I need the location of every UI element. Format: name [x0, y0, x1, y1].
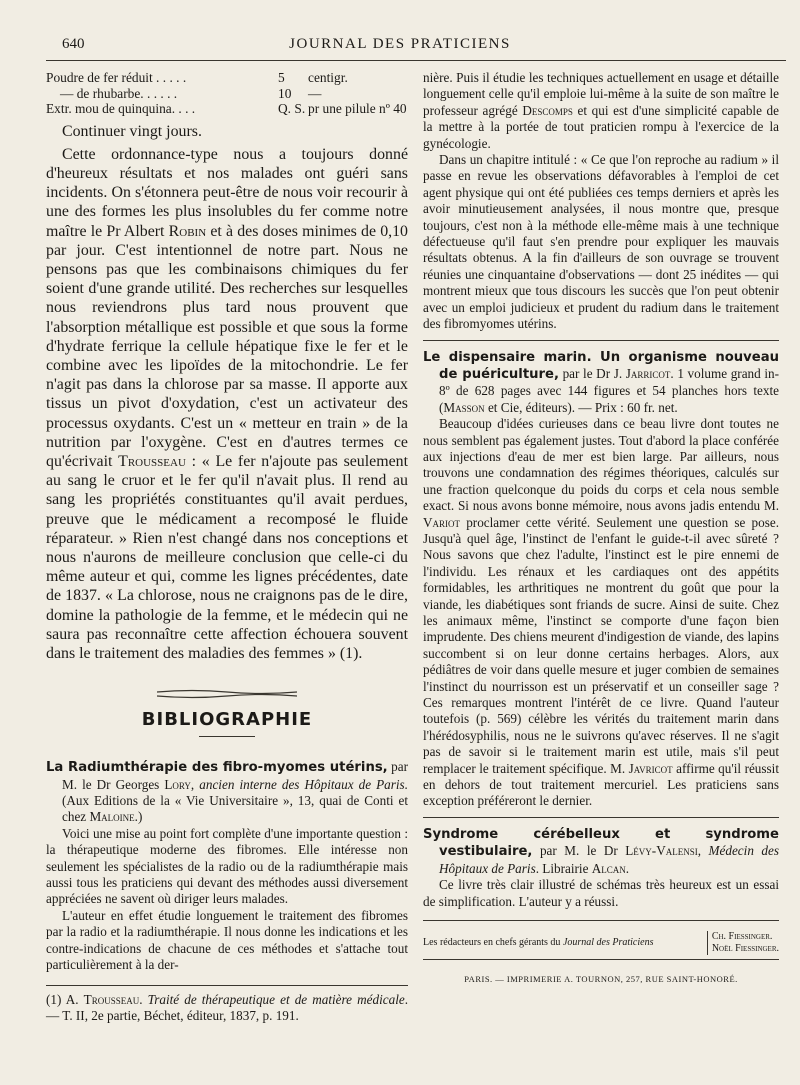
editor-name: Noël Fiessinger. [711, 942, 779, 954]
review-paragraph: L'auteur en effet étudie longuement le traitement des fibromes par la radio et la radiumthérapie. Il nous donne les indications et les contre-indications de chacune de ces méthodes et s'attache tout particulièrement à la der- [46, 907, 408, 973]
right-column [423, 70, 779, 984]
author-name: Robin [168, 222, 207, 240]
prescription-item: Poudre de fer réduit . . . . . [46, 70, 187, 85]
publisher-name: Alcan [591, 860, 626, 876]
publisher-info: . [625, 860, 630, 876]
publisher-info: . 1 volume grand in-8º de 628 pages avec 144 figures et 54 planches hors texte ( [439, 365, 779, 415]
footnote [46, 992, 408, 1024]
body-text: Cette ordonnance-type nous a toujours donné d'heureux résultats et nos malades ont guéri sans incidents. On s'étonnera peut-être de nous voir recourir à une des formes les plus insolubles du fer comme notre maître le Pr Albert [46, 145, 408, 240]
prescription-qty: 10 [278, 85, 292, 101]
review-paragraph [423, 70, 779, 152]
body-text: et à des doses minimes de 0,10 par jour. C'est intentionnel de notre part. Nous ne pensons pas que les combinaisons chimiques du fer soient d'une grande utilité. Des recherches sur lesquelles nous reviendrons plus tard nous prouvent que l'absorption métallique est possible et que sous la forme d'hydrate ferrique la cellule hépatique fixe le fer et le combine avec les lipoïdes de la mitochondrie. Le fer n'agit pas dans la chlorose par sa masse. Il apporte aux tissus un pivot d'oxydation, c'est un activateur des processus oxydants. C'est un « metteur en train » de la nutrition par l'oxygène. C'est en d'autres termes ce qu'écrivait [46, 222, 409, 470]
bibliography-entry-heading [46, 759, 408, 826]
body-text: et qui est d'une simplicité capable de la mettre à la portée de tout praticien rompu à l'exercice de la gynécologie. [423, 102, 779, 151]
review-paragraph: Dans un chapitre intitulé : « Ce que l'on reproche au radium » il passe en revue les observations défavorables à l'emploi de cet agent physique qui ont été publiées ces temps derniers et après les avoir minutieusement analysées, il nous montre que, presque toujours, c'est non à la méthode elle-même mais à une technique défectueuse qu'il faut s'en prendre pour expliquer les mauvais résultats obtenus. A la fin d'ailleurs de son ouvrage se trouvent réunies une cinquantaine d'observations — dont 25 inédites — qui montrent mieux que tous discours les succès que l'on peut obtenir avec un emploi judicieux et prudent du radium dans le traitement des fibromyomes utérins. [423, 152, 779, 332]
author-name: Descomps [522, 102, 573, 118]
prescription-unit: — [308, 85, 322, 101]
body-text: proclamer cette vérité. Seulement une question se pose. Jusqu'à quel âge, l'instinct de l'enfant le guide-t-il avec sûreté ? Nous savons que chez l'adulte, l'instinct est le pire ennemi de l'individu. Les rénaux et les cardiaques ont des appétits formidables, les arthritiques ne montrent du goût que pour la viande, les diabétiques sont friands de sucre. Ainsi de suite. Chez les animaux même, l'instinct se comporte d'une façon bien imprudente. Des chiens meurent d'indigestion de viande, des lapins succombent si on leur donne certains herbages. Alors, aux pédiâtres de voir dans quelle mesure et juger combien de semaines l'instinct du nourrisson est un préservatif et un conseiller sage ? Ces remarques montrent l'intérêt de ce livre. Quand l'auteur toutefois (p. 569) célèbre les vérités du traitement marin dans l'hérédosyphilis, nous ne le suivrons qu'avec réserves. Il ne s'agit pas de savoir si le traitement marin est utile, mais s'il peut remplacer le traitement spécifique. M. [423, 514, 779, 776]
prescription-row [46, 86, 408, 102]
prescription-row [46, 101, 408, 117]
editors-label [423, 937, 653, 949]
bibliography-entry-heading [423, 826, 779, 877]
author-name: Trousseau [118, 452, 186, 470]
entry-separator [423, 340, 779, 341]
editors-imprint [423, 931, 779, 955]
prescription-item: Extr. mou de quinquina. . . . [46, 101, 196, 116]
punctuation: , [190, 776, 200, 792]
imprint-rule [423, 959, 779, 960]
review-paragraph: Ce livre très clair illustré de schémas très heureux est un essai de simplification. L'auteur y a réussi. [423, 877, 779, 909]
running-title: JOURNAL DES PRATICIENS [289, 36, 511, 52]
author-name: Lory [164, 776, 191, 792]
journal-name: Journal des Praticiens [562, 936, 654, 948]
publisher-name: Maloine [89, 809, 135, 825]
body-text: affirme qu'il réussit en dehors de tout traitement mercuriel. Les praticiens sans exception préféreront le dernier. [423, 760, 779, 809]
publisher-info: . Librairie [535, 860, 592, 876]
imprint-text: Les rédacteurs en chefs gérants du [423, 936, 563, 948]
publisher-info: et Cie, éditeurs). — Prix : 60 fr. net. [484, 399, 678, 415]
author-title: ancien interne des Hôpitaux de Paris. [199, 776, 408, 792]
author-name: Lévy-Valensi [625, 843, 698, 859]
imprint-rule [423, 920, 779, 921]
editor-name: Ch. Fiessinger. [711, 930, 773, 942]
entry-byline: par M. le Dr Georges [62, 759, 408, 792]
entry-separator [423, 817, 779, 818]
punctuation: , [697, 843, 709, 859]
prescription-row [46, 70, 408, 86]
entry-byline: par le Dr J. [558, 365, 626, 381]
continue-instruction: Continuer vingt jours. [62, 122, 202, 140]
author-name: Jarricot [625, 365, 671, 381]
entry-title: Le dispensaire marin. Un organisme nouveau de puériculture, [423, 349, 779, 382]
header-rule [46, 60, 786, 61]
review-paragraph [423, 416, 779, 810]
prescription-unit: centigr. [308, 70, 348, 85]
editors-names [707, 931, 779, 955]
punctuation: . [139, 992, 148, 1008]
author-name: Variot [423, 514, 461, 530]
prescription-qty: Q. S. [278, 101, 306, 116]
footnote-title: Traité de thérapeutique et de matière médicale [147, 992, 405, 1008]
printer-line: PARIS. — IMPRIMERIE A. TOURNON, 257, RUE SAINT-HONORÉ. [464, 973, 738, 984]
publisher-info: (Aux Editions de la « Vie Universitaire », 13, quai de Conti et chez [62, 793, 408, 825]
prescription-item: — de rhubarbe. . . . . . [60, 85, 178, 101]
author-name: Javricot [628, 760, 673, 776]
body-text: : « Le fer n'ajoute pas seulement au sang le cruor et le fer qu'il n'avait plus. Il rend au sang les propriétés constituantes qu'il avait perdues, preuve que le médicament a recomposé le fluide réparateur. » Rien n'est changé dans nos conceptions et nous n'aurons de meilleure conclusion que celle-ci du même auteur et qui, comme les lignes précédentes, date de 1837. « La chlorose, nous ne craignons pas de le dire, domine la pathologie de la femme, et le médecin qui ne saura pas reconnaître cette affection échouera souvent dans le traitement des maladies des femmes » (1). [46, 452, 408, 662]
review-paragraph: Voici une mise au point fort complète d'une importante question : la thérapeutique moderne des fibromes. Elle intéresse non seulement les spécialistes de la radio ou de la radiumthérapie mais aussi tous les praticiens qui devant des méthodes aussi diversement appréciées ne savent où diriger leurs malades. [46, 825, 408, 907]
body-text: nière. Puis il étudie les techniques actuellement en usage et détaille longuement celle qu'il emploie lui-même à la suite de son maître le professeur agrégé [423, 70, 779, 118]
footnote-marker: (1) A. [46, 992, 84, 1008]
left-column [46, 70, 408, 1024]
ornamental-divider [157, 689, 297, 699]
publisher-name: Masson [443, 399, 485, 415]
entry-title: Syndrome cérébelleux et syndrome vestibulaire, [423, 826, 779, 860]
section-rule [199, 736, 255, 737]
prescription-qty: 5 [278, 70, 285, 85]
bibliography-entry-heading [423, 349, 779, 417]
entry-byline: par M. le Dr [532, 843, 626, 859]
author-name: Trousseau [83, 992, 140, 1008]
prescription-table [46, 70, 408, 117]
author-title: Médecin des Hôpitaux de Paris [439, 843, 779, 876]
body-paragraph [46, 145, 408, 663]
page-number: 640 [62, 36, 85, 52]
footnote-rule [46, 985, 408, 986]
publisher-info: .) [134, 809, 143, 825]
section-title: BIBLIOGRAPHIE [141, 709, 313, 731]
body-text: Beaucoup d'idées curieuses dans ce beau livre dont toutes ne nous semblent pas également justes. Tout d'abord la place conférée aux injections d'eau de mer est bien large. Par ailleurs, nous trouvons une condamnation des régimes théoriques, calculés sur une fraction quelconque du poids du corps et cela nous semble exact. Si nous avons bonne mémoire, nous avons jadis entendu M. [423, 416, 779, 514]
entry-title: La Radiumthérapie des fibro-myomes utérins, [46, 760, 388, 776]
footnote-details: . — T. II, 2e partie, Béchet, éditeur, 1837, p. 191. [46, 992, 409, 1024]
prescription-unit: pr une pilule nº 40 [308, 101, 407, 116]
